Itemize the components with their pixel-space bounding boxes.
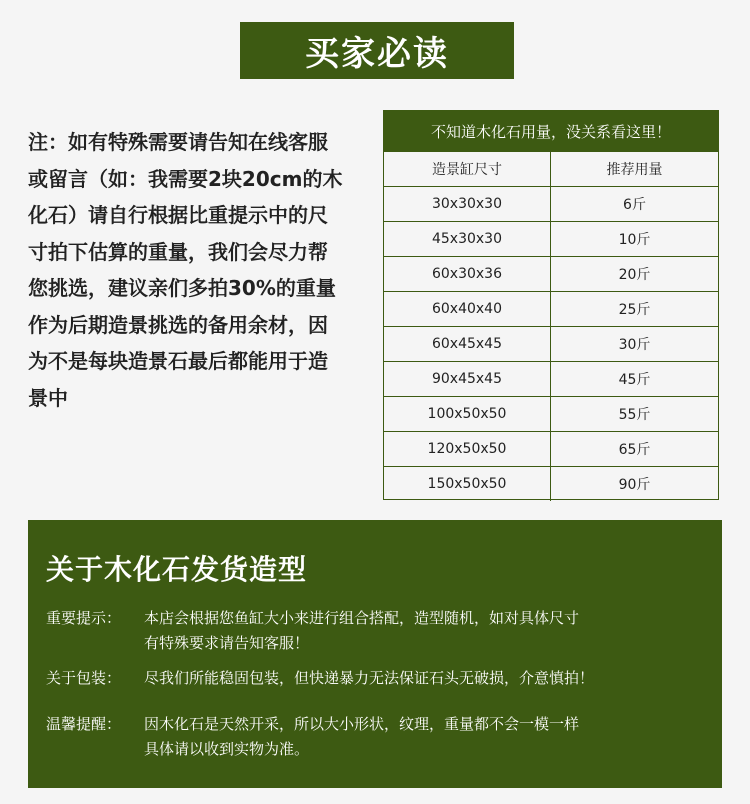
table-header-row [384,151,718,186]
note-line: 作为后期造景挑选的备用余材，因 [28,312,328,337]
page-title: 买家必读 [240,22,514,79]
tank-size-cell: 45x30x30 [384,222,551,256]
item-text-line: 尽我们所能稳固包装，但快递暴力无法保证石头无破损，介意慎拍！ [144,669,595,687]
amount-cell: 6斤 [623,197,646,213]
tank-size-cell: 90x45x45 [384,362,551,396]
item-label: 温馨提醒： [46,715,122,733]
tank-size-cell: 30x30x30 [384,187,551,221]
amount-cell: 90斤 [618,477,651,493]
item-text-line: 本店会根据您鱼缸大小来进行组合搭配，造型随机，如对具体尺寸 [144,609,580,627]
amount-cell: 25斤 [618,302,651,318]
amount-cell: 20斤 [618,267,651,283]
amount-cell: 45斤 [618,372,651,388]
item-text-line: 因木化石是天然开采，所以大小形状，纹理，重量都不会一模一样 [144,715,580,733]
tank-size-cell: 60x45x45 [384,327,551,361]
note-line: 您挑选，建议亲们多拍30%的重量 [28,276,336,300]
item-text-line: 有特殊要求请告知客服！ [144,634,310,652]
item-text [144,606,714,656]
important-notice [46,606,714,656]
table-row [384,431,718,466]
amount-cell: 65斤 [618,442,651,458]
shipping-title: 关于木化石发货造型 [46,553,308,586]
item-text [144,712,714,762]
table-row [384,396,718,431]
note-line: 化石）请自行根据比重提示中的尺 [28,203,328,227]
item-text-line: 具体请以收到实物为准。 [144,740,310,758]
table-row [384,221,718,256]
tank-size-cell: 60x30x36 [384,257,551,291]
tank-size-cell: 150x50x50 [384,467,551,501]
table-row [384,466,718,501]
amount-cell: 55斤 [618,407,651,423]
shipping-info-panel [28,520,722,788]
tank-size-cell: 120x50x50 [384,432,551,466]
note-line: 或留言（如：我需要2块20cm的木 [28,166,343,191]
buyer-note [28,124,378,416]
tank-size-cell: 60x40x40 [384,292,551,326]
usage-table [383,110,719,500]
note-line: 为不是每块造景石最后都能用于造 [28,349,328,373]
table-row [384,361,718,396]
note-line: 注：如有特殊需要请告知在线客服 [28,130,328,154]
note-line: 寸拍下估算的重量，我们会尽力帮 [28,239,328,264]
table-row [384,326,718,361]
table-row [384,256,718,291]
item-text [144,666,714,691]
amount-cell: 10斤 [618,232,651,248]
column-header-recommended-amount: 推荐用量 [606,162,663,178]
table-title: 不知道木化石用量，没关系看这里！ [384,111,718,151]
note-line: 景中 [28,385,68,410]
item-label: 关于包装： [46,669,122,687]
table-row [384,291,718,326]
packaging-notice [46,666,714,691]
column-header-tank-size: 造景缸尺寸 [384,152,551,186]
amount-cell: 30斤 [618,337,651,353]
item-label: 重要提示： [46,609,122,627]
friendly-reminder [46,712,714,762]
table-row [384,186,718,221]
tank-size-cell: 100x50x50 [384,397,551,431]
